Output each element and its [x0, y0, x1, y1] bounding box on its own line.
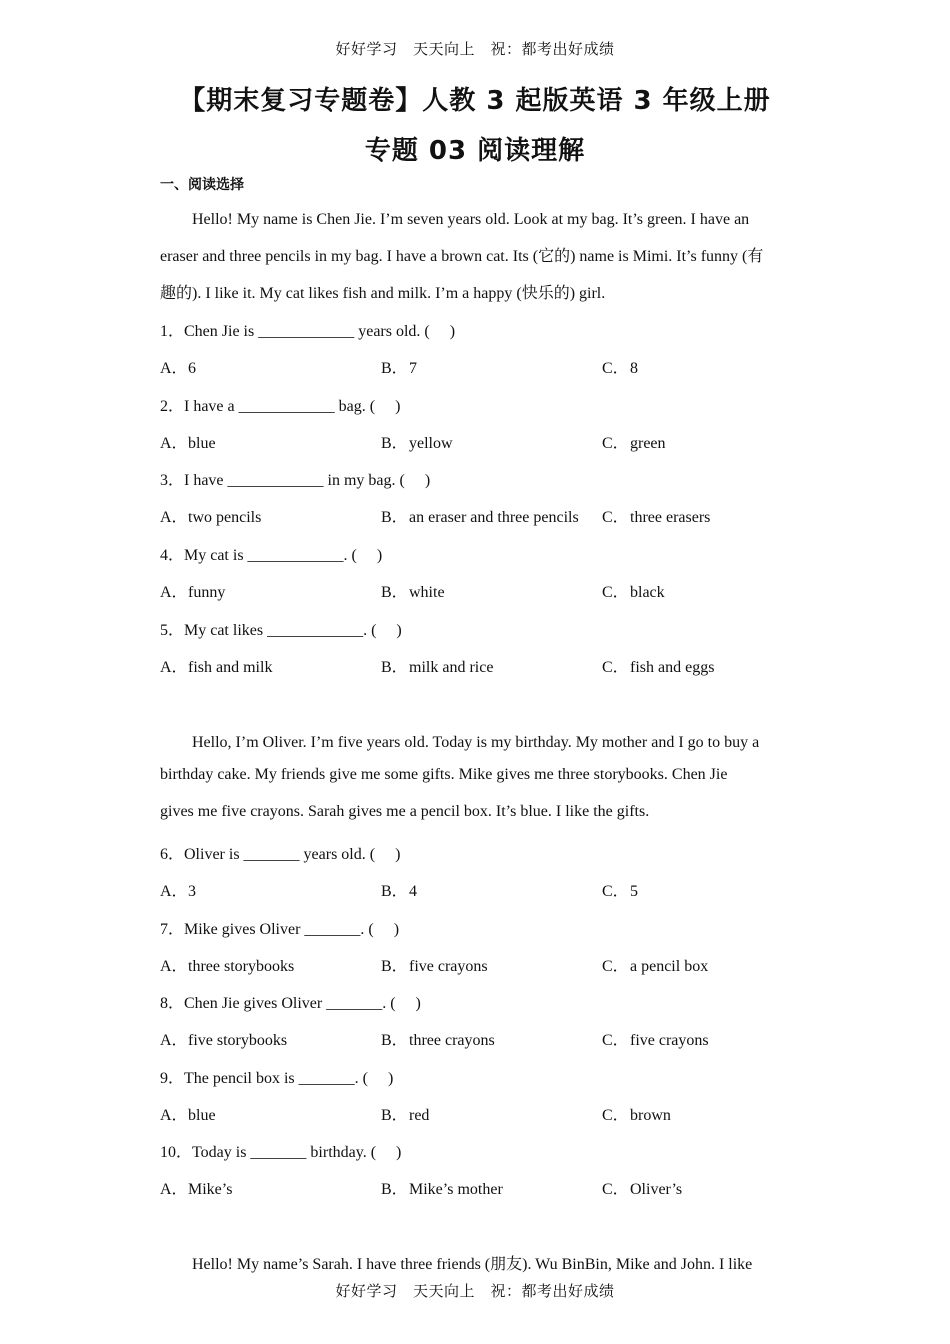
option-label: C． [602, 435, 629, 452]
question-5: 5．My cat likes ____________. ( ) [160, 622, 402, 639]
option-b [381, 1102, 429, 1125]
option-label: B． [381, 958, 408, 975]
option-label: A． [160, 435, 188, 452]
option-label: C． [602, 659, 629, 676]
passage1-line: Hello! My name is Chen Jie. I’m seven years old. Look at my bag. It’s green. I have an [160, 211, 750, 228]
option-text: 8 [630, 360, 638, 377]
option-text: brown [630, 1107, 671, 1124]
option-label: B． [381, 584, 408, 601]
option-label: B． [381, 1032, 408, 1049]
option-c [602, 1176, 682, 1199]
option-text: 4 [409, 883, 417, 900]
option-text: three storybooks [188, 958, 295, 975]
option-label: A． [160, 883, 188, 900]
option-label: B． [381, 360, 408, 377]
option-label: A． [160, 360, 188, 377]
option-b [381, 1176, 503, 1199]
option-text: five crayons [409, 958, 488, 975]
option-label: A． [160, 958, 188, 975]
page-header: 好好学习 天天向上 祝：都考出好成绩 [335, 40, 615, 58]
option-c [602, 1027, 709, 1050]
option-label: C． [602, 360, 629, 377]
option-b [381, 1027, 495, 1050]
option-b [381, 430, 453, 453]
option-text: red [409, 1107, 430, 1124]
question-3: 3．I have ____________ in my bag. ( ) [160, 472, 431, 489]
question-6: 6．Oliver is _______ years old. ( ) [160, 846, 401, 863]
option-text: blue [188, 1107, 216, 1124]
option-text: white [409, 584, 445, 601]
option-label: A． [160, 1032, 188, 1049]
option-label: B． [381, 509, 408, 526]
option-text: fish and eggs [630, 659, 715, 676]
option-b [381, 579, 445, 602]
option-a [160, 878, 196, 901]
option-text: an eraser and three pencils [409, 509, 579, 526]
option-label: C． [602, 1181, 629, 1198]
question-8: 8．Chen Jie gives Oliver _______. ( ) [160, 995, 421, 1012]
option-c [602, 504, 710, 527]
option-label: C． [602, 1107, 629, 1124]
option-c [602, 654, 714, 677]
option-text: milk and rice [409, 659, 494, 676]
passage2-line: Hello, I’m Oliver. I’m five years old. Today is my birthday. My mother and I go to buy a [160, 734, 760, 751]
passage2-line: gives me five crayons. Sarah gives me a pencil box. It’s blue. I like the gifts. [160, 803, 650, 820]
option-b [381, 878, 417, 901]
option-a [160, 654, 272, 677]
option-c [602, 1102, 671, 1125]
option-text: two pencils [188, 509, 262, 526]
option-text: 3 [188, 883, 196, 900]
question-2: 2．I have a ____________ bag. ( ) [160, 398, 401, 415]
option-label: C． [602, 883, 629, 900]
option-text: 7 [409, 360, 417, 377]
option-text: 5 [630, 883, 638, 900]
option-label: B． [381, 659, 408, 676]
option-label: C． [602, 509, 629, 526]
passage1-line: eraser and three pencils in my bag. I have a brown cat. Its (它的) name is Mimi. It’s funny (有 [160, 248, 764, 265]
option-c [602, 878, 638, 901]
page-title: 【期末复习专题卷】人教 3 起版英语 3 年级上册 [179, 86, 771, 116]
option-text: Mike’s [188, 1181, 233, 1198]
option-text: fish and milk [188, 659, 273, 676]
section-heading: 一、阅读选择 [160, 177, 244, 193]
option-b [381, 504, 579, 527]
passage1-line: 趣的). I like it. My cat likes fish and milk. I’m a happy (快乐的) girl. [160, 285, 606, 302]
option-label: B． [381, 1107, 408, 1124]
option-label: C． [602, 584, 629, 601]
question-9: 9．The pencil box is _______. ( ) [160, 1070, 394, 1087]
option-c [602, 430, 666, 453]
passage2-line: birthday cake. My friends give me some gifts. Mike gives me three storybooks. Chen Jie [160, 766, 728, 783]
option-c [602, 355, 638, 378]
option-text: five storybooks [188, 1032, 288, 1049]
option-label: B． [381, 435, 408, 452]
option-label: C． [602, 1032, 629, 1049]
option-label: A． [160, 509, 188, 526]
option-text: 6 [188, 360, 196, 377]
option-b [381, 654, 493, 677]
option-label: C． [602, 958, 629, 975]
option-label: A． [160, 1181, 188, 1198]
option-text: Mike’s mother [409, 1181, 503, 1198]
option-a [160, 1102, 216, 1125]
question-7: 7．Mike gives Oliver _______. ( ) [160, 921, 400, 938]
option-text: three crayons [409, 1032, 495, 1049]
passage3-line: Hello! My name’s Sarah. I have three friends (朋友). Wu BinBin, Mike and John. I like [160, 1256, 753, 1273]
option-a [160, 579, 225, 602]
option-text: three erasers [630, 509, 711, 526]
question-1: 1．Chen Jie is ____________ years old. ( ) [160, 323, 456, 340]
option-label: B． [381, 883, 408, 900]
option-label: A． [160, 1107, 188, 1124]
option-label: B． [381, 1181, 408, 1198]
page-footer: 好好学习 天天向上 祝：都考出好成绩 [335, 1282, 615, 1300]
option-b [381, 355, 417, 378]
option-b [381, 953, 488, 976]
option-a [160, 355, 196, 378]
option-text: yellow [409, 435, 453, 452]
question-4: 4．My cat is ____________. ( ) [160, 547, 383, 564]
option-text: Oliver’s [630, 1181, 683, 1198]
page-subtitle: 专题 03 阅读理解 [364, 136, 586, 166]
option-c [602, 579, 665, 602]
option-text: black [630, 584, 665, 601]
option-a [160, 504, 261, 527]
option-text: funny [188, 584, 226, 601]
question-10: 10．Today is _______ birthday. ( ) [160, 1144, 402, 1161]
option-text: five crayons [630, 1032, 709, 1049]
option-text: a pencil box [630, 958, 709, 975]
option-c [602, 953, 708, 976]
option-a [160, 953, 294, 976]
option-a [160, 1027, 287, 1050]
option-label: A． [160, 584, 188, 601]
option-a [160, 430, 216, 453]
option-text: green [630, 435, 666, 452]
option-a [160, 1176, 232, 1199]
option-text: blue [188, 435, 216, 452]
option-label: A． [160, 659, 188, 676]
